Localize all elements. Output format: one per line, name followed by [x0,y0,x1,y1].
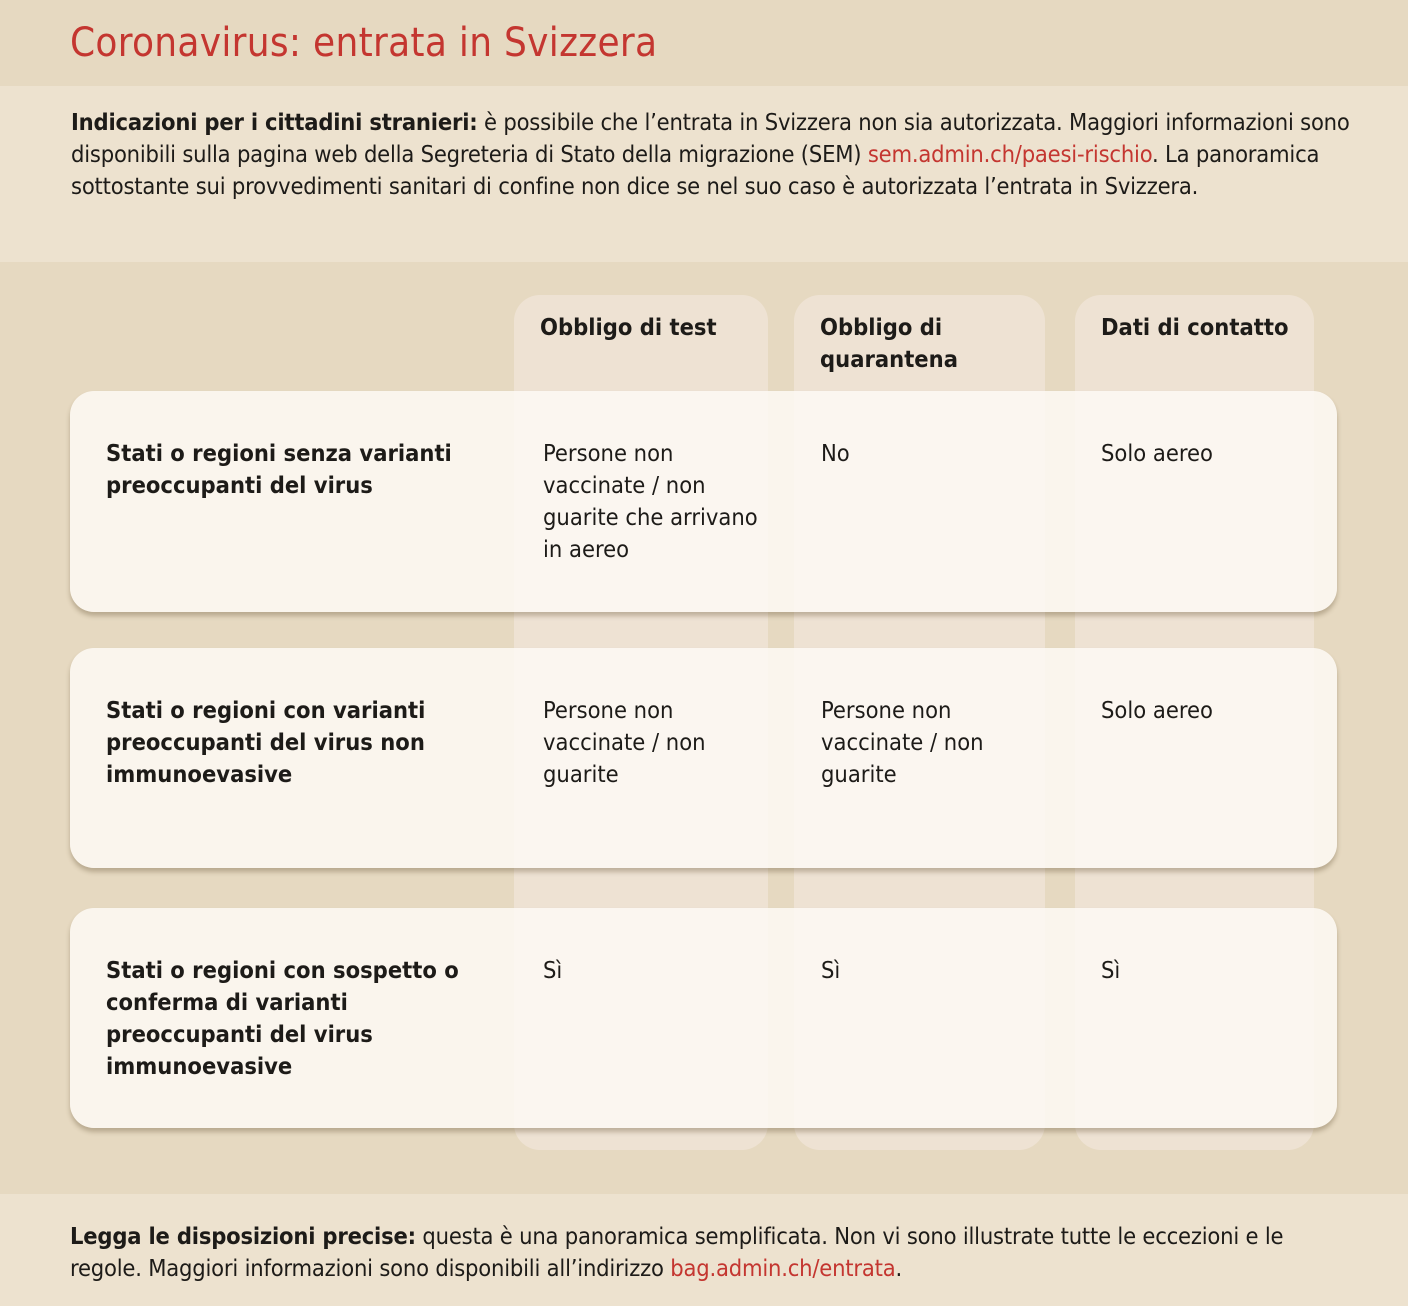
intro-lead: Indicazioni per i cittadini stranieri: [71,108,478,136]
cell-quarantine: No [821,439,850,467]
row-label: Stati o regioni con varianti preoccupanti del virus non immunoevasive [106,696,426,788]
cell-test: Persone non vaccinate / non guarite [543,696,706,788]
intro-text-part1: è possibile che l’entrata in Svizzera non sia autorizzata. Maggiori informazioni sono disponibili sulla pagina web della Segreteria di Stato della migrazione (SEM) [71,108,1350,168]
column-header-quarantine: Obbligo di quarantena [820,313,958,373]
cell-test: Sì [543,956,563,984]
cell-contact: Solo aereo [1101,439,1213,467]
intro-panel [0,86,1408,262]
table-row [70,648,1337,868]
cell-quarantine: Persone non vaccinate / non guarite [821,696,984,788]
table-row [70,391,1337,612]
footer-text-part2: . [895,1254,902,1282]
footer-panel [0,1194,1408,1306]
footer-lead: Legga le disposizioni precise: [70,1222,416,1250]
sem-link[interactable]: sem.admin.ch/paesi-rischio [867,140,1153,168]
column-header-contact: Dati di contatto [1101,313,1289,341]
bag-link[interactable]: bag.admin.ch/entrata [670,1254,896,1282]
cell-test: Persone non vaccinate / non guarite che arrivano in aereo [543,439,758,563]
cell-quarantine: Sì [821,956,841,984]
cell-contact: Solo aereo [1101,696,1213,724]
cell-contact: Sì [1101,956,1121,984]
row-label: Stati o regioni con sospetto o conferma di varianti preoccupanti del virus immunoevasive [106,956,459,1080]
footer-text [70,1220,1360,1284]
intro-text-part2: . La panoramica sottostante sui provvedimenti sanitari di confine non dice se nel suo caso è autorizzata l’entrata in Svizzera. [71,140,1320,200]
footer-text-part1: questa è una panoramica semplificata. Non vi sono illustrate tutte le eccezioni e le regole. Maggiori informazioni sono disponibili all’indirizzo [70,1222,1284,1282]
table-row [70,908,1337,1128]
intro-text [71,106,1361,202]
row-label: Stati o regioni senza varianti preoccupanti del virus [106,439,452,499]
page-title: Coronavirus: entrata in Svizzera [70,20,658,66]
column-header-test: Obbligo di test [540,313,717,341]
